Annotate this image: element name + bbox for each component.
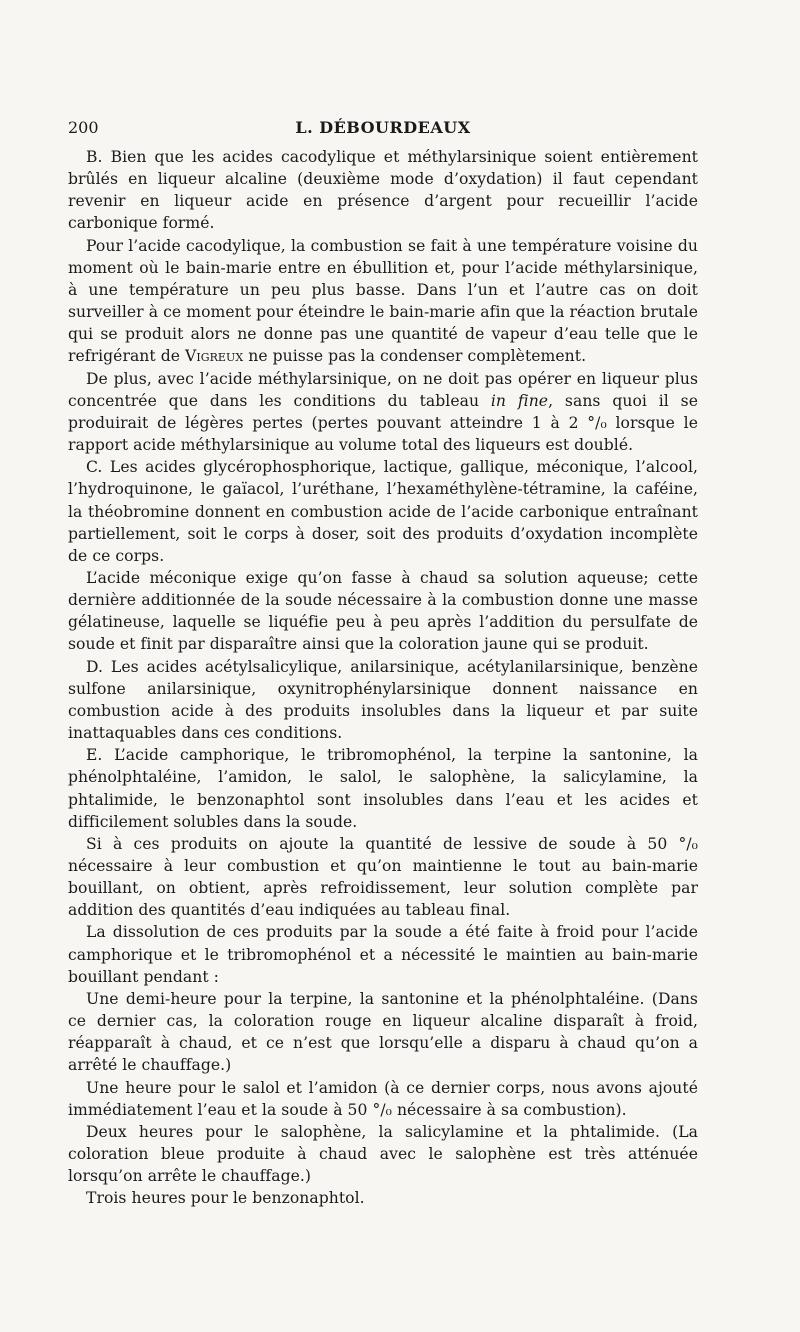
body-text xyxy=(68,146,698,1210)
paragraph-text: Une demi-heure pour la terpine, la santonine et la phénolphtaléine. (Dans ce dernier cas, la coloration rouge en liqueur alcaline disparaît à froid, réapparaît à chaud, et ce n’est que lorsqu’elle a disparu à chaud qu’on a arrêté le chauffage.) xyxy=(68,989,698,1075)
paragraph-text: Une heure pour le salol et l’amidon (à ce dernier corps, nous avons ajouté immédiatement l’eau et la soude à 50 °/₀ nécessaire à sa combustion). xyxy=(68,1078,698,1119)
paragraph xyxy=(68,988,698,1077)
document-page xyxy=(68,118,698,1210)
paragraph xyxy=(68,146,698,235)
paragraph xyxy=(68,833,698,922)
running-title: L. DÉBOURDEAUX xyxy=(295,118,471,137)
paragraph-text: E. L’acide camphorique, le tribromophénol, la terpine la santonine, la phénolphtaléine, l’amidon, le salol, le salophène, la salicylamine, la phtalimide, le benzonaphtol sont insolubles dans l’eau et les acides et difficilement solubles dans la soude. xyxy=(68,746,698,831)
paragraph xyxy=(68,921,698,987)
paragraph xyxy=(68,1077,698,1121)
paragraph xyxy=(68,744,698,833)
paragraph-text: ne puisse pas la condenser complètement. xyxy=(243,347,587,366)
paragraph-text: L’acide méconique exige qu’on fasse à chaud sa solution aqueuse; cette dernière additionnée de la soude nécessaire à la combustion donne une masse gélatineuse, laquelle se liquéfie peu à peu après l’addition du persulfate de soude et finit par disparaître ainsi que la coloration jaune qui se produit. xyxy=(68,568,698,654)
paragraph-text: , sans quoi il se produirait de légères pertes (pertes pouvant atteindre 1 à 2 °/₀ lorsque le rapport acide méthylarsinique au volume total des liqueurs est doublé. xyxy=(68,391,698,455)
paragraph-text: D. Les acides acétylsalicylique, anilarsinique, acétylanilarsinique, benzène sulfone anilarsinique, oxynitrophénylarsinique donnent naissance en combustion acide à des produits insolubles dans la liqueur et par suite inattaquables dans ces conditions. xyxy=(68,657,698,743)
paragraph xyxy=(68,656,698,745)
author-name: Vigreux xyxy=(185,347,244,366)
paragraph-text: Pour l’acide cacodylique, la combustion se fait à une température voisine du moment où le bain-marie entre en ébullition et, pour l’acide méthylarsinique, à une température un peu plus basse. Dans l’un et l’autre cas on doit surveiller à ce moment pour éteindre le bain-marie afin que la réaction brutale qui se produit alors ne donne pas une quantité de vapeur d’eau telle que le refrigérant de xyxy=(68,236,698,366)
paragraph-text: B. Bien que les acides cacodylique et méthylarsinique soient entièrement brûlés en liqueur alcaline (deuxième mode d’oxydation) il faut cependant revenir en liqueur acide en présence d’argent pour recueillir l’acide carbonique formé. xyxy=(68,148,698,233)
paragraph-text: Si à ces produits on ajoute la quantité de lessive de soude à 50 °/₀ nécessaire à leur combustion et qu’on maintienne le tout au bain-marie bouillant, on obtient, après refroidissement, leur solution complète par addition des quantités d’eau indiquées au tableau final. xyxy=(68,834,698,920)
page-header xyxy=(68,118,698,144)
paragraph-text: Trois heures pour le benzonaphtol. xyxy=(86,1189,365,1208)
italic-phrase: in fine xyxy=(490,391,549,410)
paragraph xyxy=(68,1121,698,1187)
paragraph-text: La dissolution de ces produits par la soude a été faite à froid pour l’acide camphorique et le tribromophénol et a nécessité le maintien au bain-marie bouillant pendant : xyxy=(68,923,698,986)
paragraph-text: Deux heures pour le salophène, la salicylamine et la phtalimide. (La coloration bleue produite à chaud avec le salophène est très atténuée lorsqu’on arrête le chauffage.) xyxy=(68,1122,698,1186)
paragraph xyxy=(68,235,698,368)
paragraph xyxy=(68,456,698,567)
paragraph-text: C. Les acides glycérophosphorique, lactique, gallique, méconique, l’alcool, l’hydroquinone, le gaïacol, l’uréthane, l’hexaméthylène-tétramine, la caféine, la théobromine donnent en combustion acide de l’acide carbonique entraînant partiellement, soit le corps à doser, soit des produits d’oxydation incomplète de ce corps. xyxy=(68,458,698,565)
paragraph-text: De plus, avec l’acide méthylarsinique, on ne doit pas opérer en liqueur plus concentrée que dans les conditions du tableau xyxy=(68,369,698,410)
paragraph xyxy=(68,368,698,457)
paragraph xyxy=(68,567,698,656)
paragraph xyxy=(68,1187,698,1209)
page-number: 200 xyxy=(68,118,99,137)
